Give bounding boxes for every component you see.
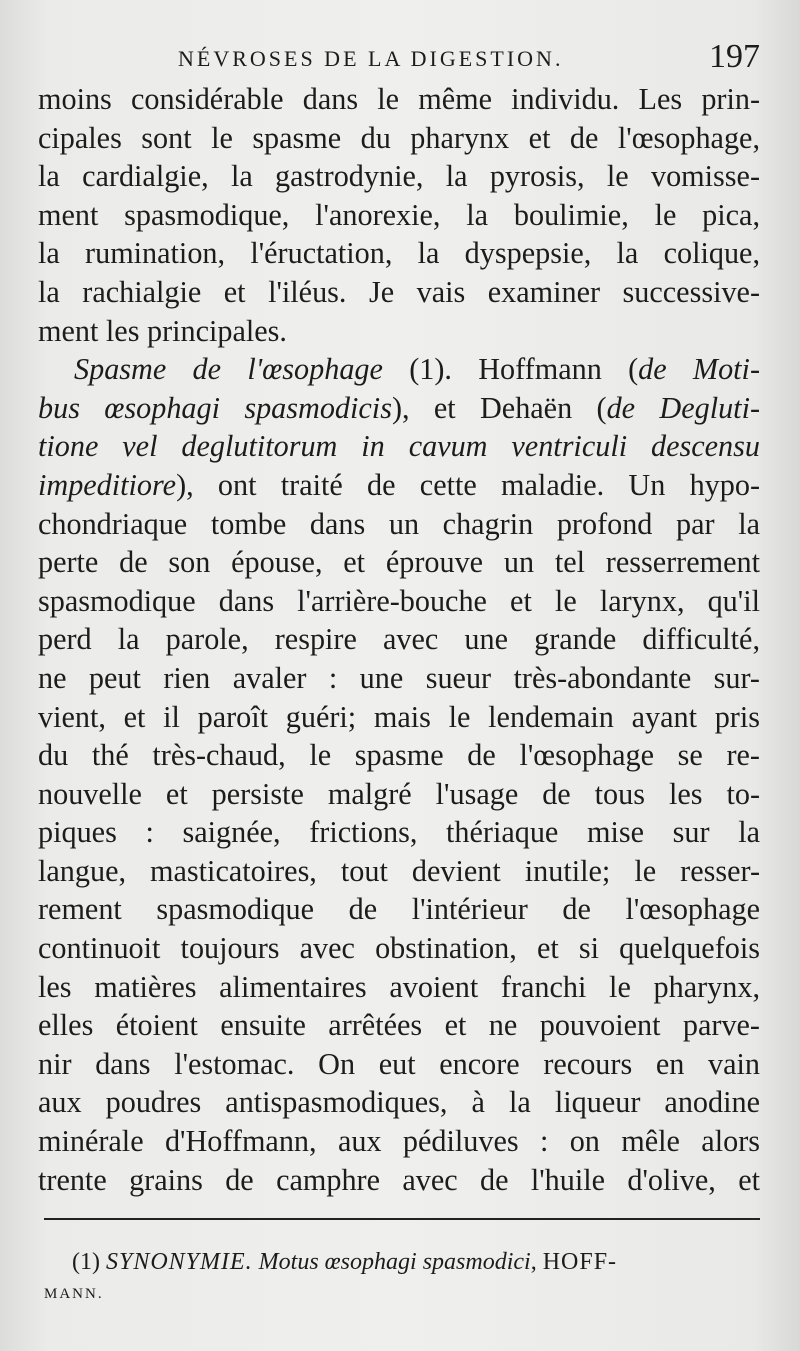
text-line: spasmodique dans l'arrière-bouche et le larynx, qu'il [38, 583, 760, 618]
text-line: langue, masticatoires, tout devient inutile; le resser- [38, 853, 760, 888]
text-line: continuoit toujours avec obstination, et si quelquefois [38, 931, 760, 966]
text-line: vient, et il paroît guéri; mais le lendemain ayant pris [38, 699, 760, 734]
footnote-divider [44, 1218, 760, 1220]
cited-title: bus œsophagi spasmodicis [38, 390, 392, 425]
body-text [38, 80, 760, 1199]
text-line: ment spasmodique, l'anorexie, la boulimie, le pica, [38, 197, 760, 232]
text-line: ne peut rien avaler : une sueur très-abondante sur- [38, 660, 760, 695]
text-line: piques : saignée, frictions, thériaque mise sur la [38, 815, 760, 850]
footnote-marker: (1) [72, 1249, 100, 1275]
text-line: la rumination, l'éructation, la dyspepsie, la colique, [38, 236, 760, 271]
text-segment: ), ont traité de cette maladie. Un hypo- [176, 467, 760, 502]
text-line: nouvelle et persiste malgré l'usage de tous les to- [38, 776, 760, 811]
text-line: cipales sont le spasme du pharynx et de l'œsophage, [38, 120, 760, 155]
text-line: rement spasmodique de l'intérieur de l'œsophage [38, 892, 760, 927]
footnote-author-continued: MANN. [44, 1286, 104, 1302]
text-line: du thé très-chaud, le spasme de l'œsophage se re- [38, 738, 760, 773]
text-line: moins considérable dans le même individu. Les prin- [38, 82, 760, 116]
section-title: Spasme de l'œsophage [74, 352, 383, 387]
text-line: les matières alimentaires avoient franchi le pharynx, [38, 969, 760, 1004]
footnote-line [72, 1246, 760, 1278]
footnote-author: HOFF- [542, 1249, 618, 1275]
section-heading-line [38, 350, 760, 389]
footnote-separator: , [530, 1249, 543, 1275]
cited-title: de Moti- [638, 352, 760, 387]
text-line: nir dans l'estomac. On eut encore recours en vain [38, 1046, 760, 1081]
text-segment: (1). Hoffmann ( [382, 352, 639, 387]
text-line: perd la parole, respire avec une grande difficulté, [38, 622, 760, 657]
running-title: NÉVROSES DE LA DIGESTION. [178, 46, 564, 71]
footnote-text: Motus œsophagi spasmodici [258, 1249, 531, 1275]
text-line: ment les principales. [38, 313, 287, 348]
cited-title: impeditiore [38, 467, 177, 502]
cited-title: de Degluti- [606, 390, 760, 425]
text-line: minérale d'Hoffmann, aux pédiluves : on mêle alors [38, 1124, 760, 1159]
text-line: tione vel deglutitorum in cavum ventriculi descensu [38, 429, 760, 464]
text-line: elles étoient ensuite arrêtées et ne pouvoient parve- [38, 1008, 760, 1043]
text-line: la cardialgie, la gastrodynie, la pyrosis, le vomisse- [38, 159, 760, 194]
text-line [38, 466, 760, 505]
footnote-label: SYNONYMIE. [105, 1249, 253, 1275]
text-line [38, 389, 760, 428]
page-number: 197 [709, 38, 760, 75]
footnote [44, 1246, 760, 1310]
text-line: perte de son épouse, et éprouve un tel resserrement [38, 545, 760, 580]
text-line: la rachialgie et l'iléus. Je vais examiner successive- [38, 274, 760, 309]
text-line: trente grains de camphre avec de l'huile d'olive, et [38, 1162, 760, 1197]
text-line: chondriaque tombe dans un chagrin profond par la [38, 506, 760, 541]
text-segment: ), et Dehaën ( [391, 390, 607, 425]
text-line: aux poudres antispasmodiques, à la liqueur anodine [38, 1085, 760, 1120]
